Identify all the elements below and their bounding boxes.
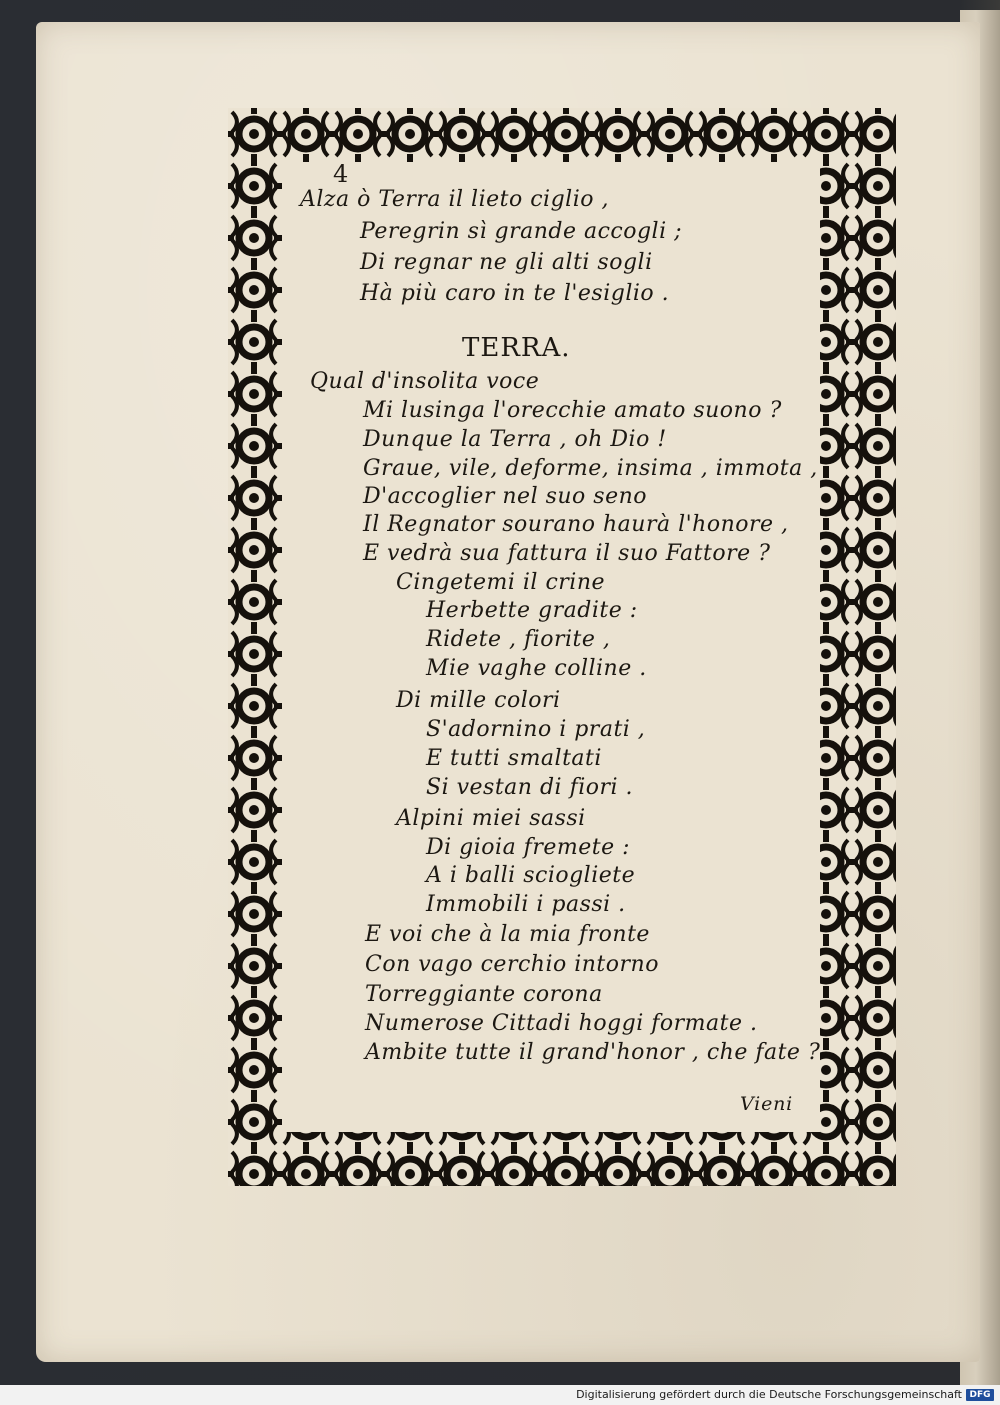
- speaker-heading: TERRA.: [462, 333, 571, 363]
- dfg-logo-icon: DFG: [966, 1389, 994, 1401]
- verse-line: Mi lusinga l'orecchie amato suono ?: [363, 398, 782, 423]
- verse-line: E tutti smaltati: [426, 746, 602, 771]
- verse-line: Di gioia fremete :: [426, 835, 631, 860]
- verse-line: Con vago cerchio intorno: [365, 952, 659, 977]
- verse-line: E vedrà sua fattura il suo Fattore ?: [363, 541, 771, 566]
- verse-line: Peregrin sì grande accogli ;: [360, 219, 683, 244]
- verse-line: Ridete , fiorite ,: [426, 627, 611, 652]
- verse-line: Ambite tutte il grand'honor , che fate ?: [365, 1040, 821, 1065]
- footer-credit: Digitalisierung gefördert durch die Deutsche Forschungsgemeinschaft: [576, 1388, 962, 1401]
- verse-line: Di regnar ne gli alti sogli: [360, 250, 653, 275]
- verse-line: Alza ò Terra il lieto ciglio ,: [300, 187, 609, 212]
- catchword: Vieni: [740, 1093, 794, 1115]
- verse-line: D'accoglier nel suo seno: [363, 484, 648, 509]
- verse-line: Qual d'insolita voce: [310, 369, 540, 394]
- verse-line: Di mille colori: [396, 688, 561, 713]
- verse-line: Torreggiante corona: [365, 982, 603, 1007]
- verse-line: Numerose Cittadi hoggi formate .: [365, 1011, 758, 1036]
- verse-line: Herbette gradite :: [426, 598, 638, 623]
- verse-line: Immobili i passi .: [426, 892, 626, 917]
- verse-line: E voi che à la mia fronte: [365, 922, 650, 947]
- verse-line: Mie vaghe colline .: [426, 656, 647, 681]
- verse-line: A i balli sciogliete: [426, 863, 636, 888]
- verse-line: Il Regnator sourano haurà l'honore ,: [363, 512, 789, 537]
- verse-line: Hà più caro in te l'esiglio .: [360, 281, 670, 306]
- footer-bar: [0, 1385, 1000, 1405]
- verse-line: S'adornino i prati ,: [426, 717, 646, 742]
- verse-line: Si vestan di fiori .: [426, 775, 634, 800]
- verse-line: Alpini miei sassi: [396, 806, 586, 831]
- verse-line: Dunque la Terra , oh Dio !: [363, 427, 667, 452]
- page-number: 4: [333, 160, 349, 188]
- verse-line: Cingetemi il crine: [396, 570, 606, 595]
- verse-line: Graue, vile, deforme, insima , immota ,: [363, 456, 818, 481]
